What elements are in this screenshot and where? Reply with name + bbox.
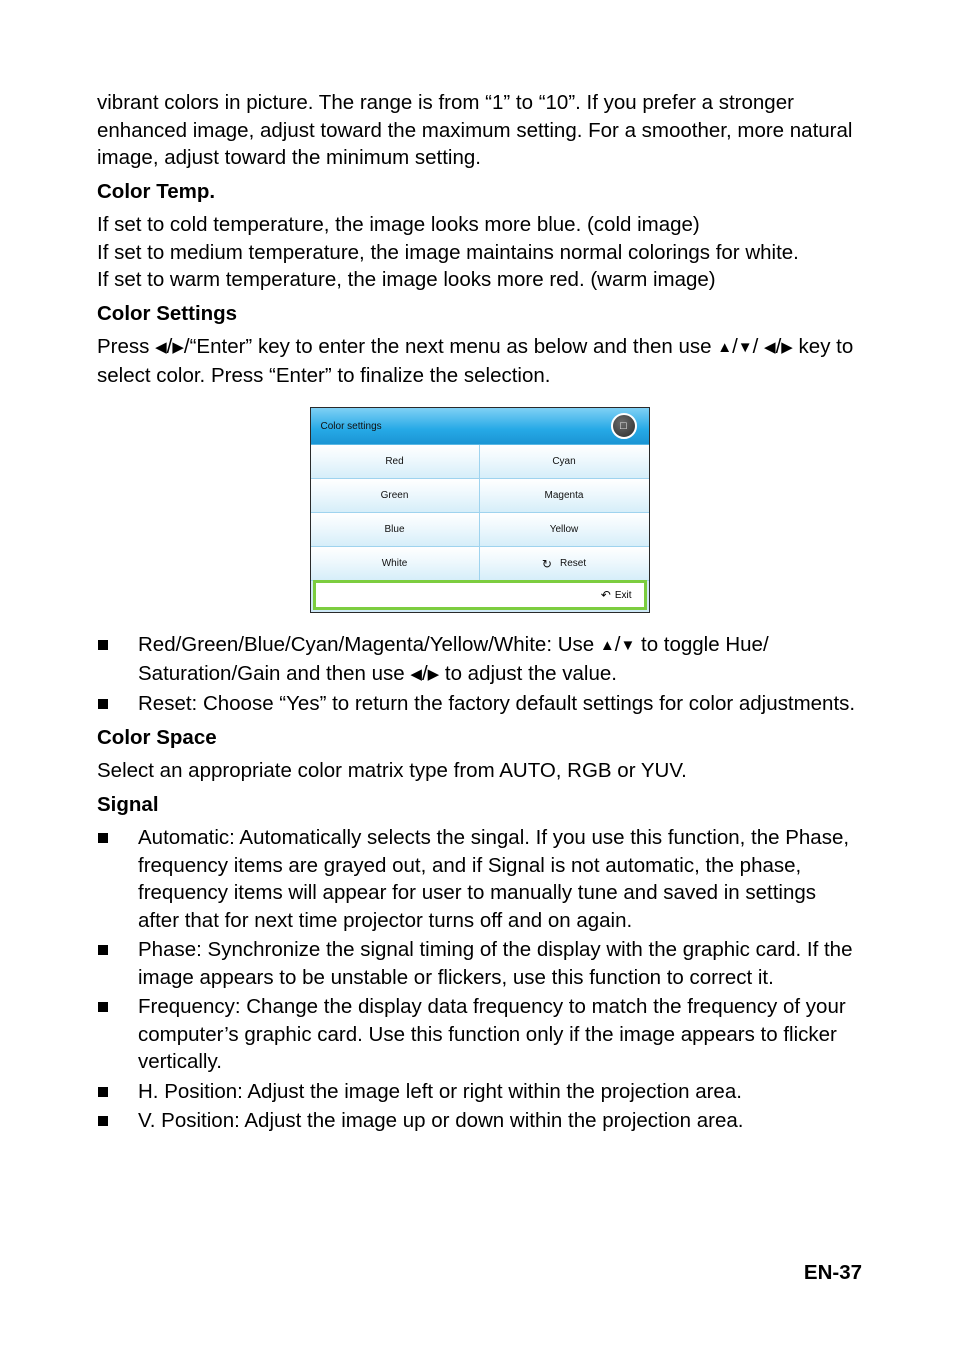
osd-item-yellow[interactable]: Yellow xyxy=(480,513,649,547)
color-space-text: Select an appropriate color matrix type from AUTO, RGB or YUV. xyxy=(97,759,687,782)
osd-color-grid xyxy=(311,445,649,581)
osd-item-magenta[interactable]: Magenta xyxy=(480,479,649,513)
exit-label: Exit xyxy=(614,589,632,601)
osd-item-reset[interactable]: ↻ Reset xyxy=(480,547,649,581)
up-arrow-icon: ▲ xyxy=(717,339,733,356)
osd-title: Color settings xyxy=(320,420,382,432)
right-arrow-icon: ▶ xyxy=(172,339,184,356)
osd-item-white[interactable]: White xyxy=(311,547,480,581)
intro-paragraph: vibrant colors in picture. The range is from “1” to “10”. If you prefer a stronger enhanced image, adjust toward the maximum setting. For a smoother, more natural image, adjust toward the minimum setting. xyxy=(97,91,853,169)
list-item: Phase: Synchronize the signal timing of the display with the graphic card. If the image appears to be unstable or flickers, use this function to correct it. xyxy=(97,936,862,991)
monitor-icon: □ xyxy=(611,413,637,439)
right-arrow-icon: ▶ xyxy=(427,665,440,683)
list-item: Automatic: Automatically selects the singal. If you use this function, the Phase, frequency items are grayed out, and if Signal is not automatic, the phase, frequency items will appear for user to manually tune and saved in settings after that for next time projector turns off and on again. xyxy=(97,824,862,934)
osd-item-cyan[interactable]: Cyan xyxy=(480,445,649,479)
color-settings-heading: Color Settings xyxy=(97,301,238,325)
signal-heading: Signal xyxy=(97,792,159,816)
list-item: Frequency: Change the display data frequency to match the frequency of your computer’s graphic card. Use this function only if the image appears to flicker vertically. xyxy=(97,993,862,1076)
return-arrow-icon: ↶ xyxy=(600,588,611,602)
osd-item-green[interactable]: Green xyxy=(311,479,480,513)
osd-figure xyxy=(97,407,862,613)
left-arrow-icon: ◀ xyxy=(764,339,776,356)
color-temp-body xyxy=(97,211,862,294)
down-arrow-icon: ▼ xyxy=(620,637,636,654)
osd-exit-bar[interactable] xyxy=(313,580,647,610)
signal-bullets xyxy=(97,824,862,1135)
reset-icon: ↻ xyxy=(541,556,552,571)
osd-header xyxy=(311,408,649,445)
color-temp-line: If set to cold temperature, the image looks more blue. (cold image) xyxy=(97,213,700,236)
color-settings-instructions: Press ◀/▶/“Enter” key to enter the next menu as below and then use ▲/▼/ ◀/▶ key to select color. Press “Enter” to finalize the selection. xyxy=(97,335,854,387)
page-number: EN-37 xyxy=(803,1261,862,1284)
osd-item-blue[interactable]: Blue xyxy=(311,513,480,547)
color-temp-line: If set to warm temperature, the image looks more red. (warm image) xyxy=(97,268,716,291)
document-page xyxy=(97,89,862,1141)
color-temp-line: If set to medium temperature, the image maintains normal colorings for white. xyxy=(97,240,799,264)
color-settings-menu xyxy=(310,407,650,613)
list-item: Red/Green/Blue/Cyan/Magenta/Yellow/White: Use ▲/▼ to toggle Hue/ Saturation/Gain and then use ◀/▶ to adjust the value. xyxy=(97,631,862,688)
list-item: Reset: Choose “Yes” to return the factory default settings for color adjustments. xyxy=(97,690,862,718)
left-arrow-icon: ◀ xyxy=(155,339,167,356)
list-item: H. Position: Adjust the image left or right within the projection area. xyxy=(97,1078,862,1106)
list-item: V. Position: Adjust the image up or down within the projection area. xyxy=(97,1107,862,1135)
up-arrow-icon: ▲ xyxy=(599,637,615,654)
color-settings-bullets xyxy=(97,631,862,718)
color-space-heading: Color Space xyxy=(97,725,217,749)
right-arrow-icon: ▶ xyxy=(781,339,793,356)
color-temp-heading: Color Temp. xyxy=(97,179,216,203)
left-arrow-icon: ◀ xyxy=(410,665,422,683)
down-arrow-icon: ▼ xyxy=(737,339,753,356)
osd-item-red[interactable]: Red xyxy=(311,445,480,479)
